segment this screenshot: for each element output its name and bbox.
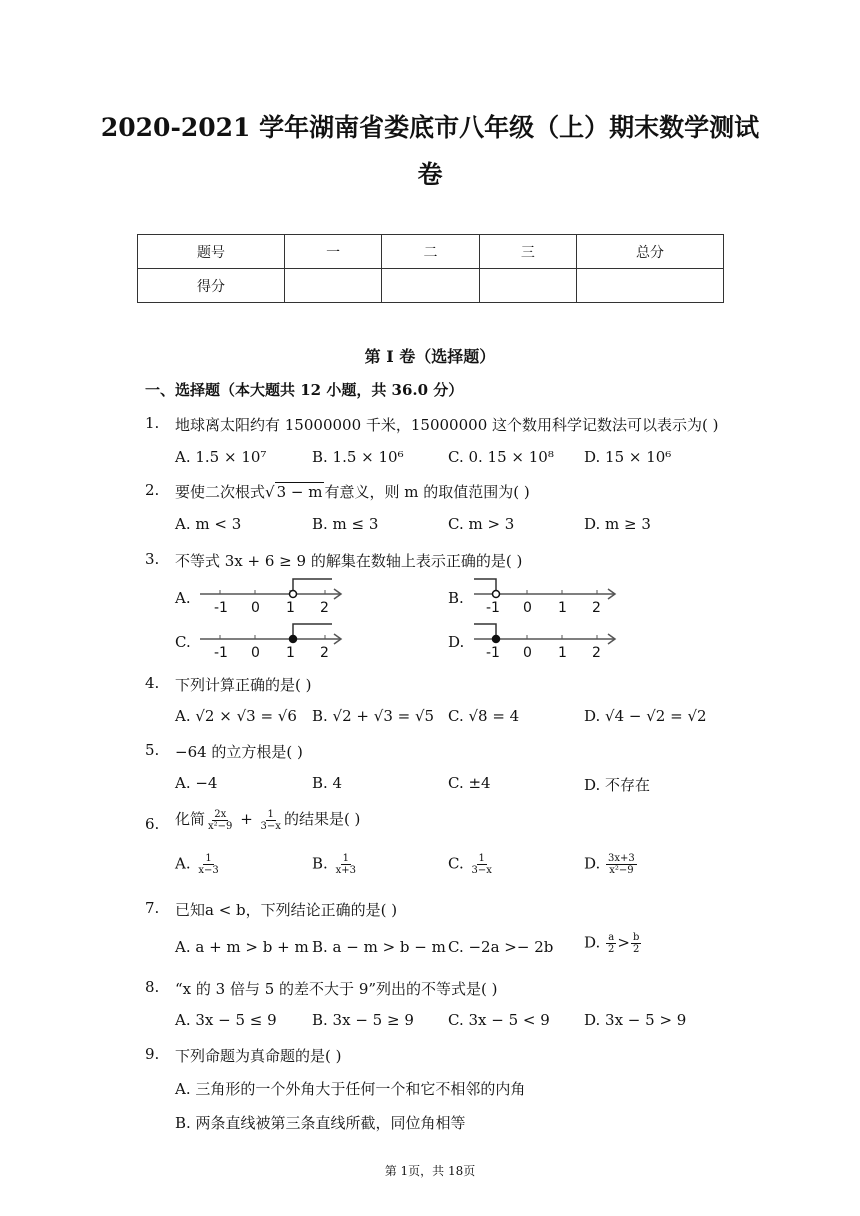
option-b[interactable]: B. 两条直线被第三条直线所截，同位角相等 [175, 1114, 466, 1132]
open-circle-icon [493, 591, 500, 598]
option-d[interactable]: D. 不存在 [584, 776, 651, 794]
table-cell[interactable] [285, 269, 382, 303]
number-line-d [470, 621, 620, 661]
option-c[interactable]: C. −2a >− 2b [448, 938, 554, 956]
question-text-part: 化简 [175, 810, 206, 828]
fraction-numerator: 3x+3 [608, 853, 635, 864]
question-text: “x 的 3 倍与 5 的差不大于 9”列出的不等式是( ) [175, 980, 498, 998]
option-d[interactable]: D. √4 − √2 = √2 [584, 707, 707, 725]
option-c[interactable]: C. √8 = 4 [448, 707, 520, 725]
tick-label: 0 [251, 645, 260, 661]
question-number: 3. [145, 550, 160, 568]
table-cell: 一 [285, 235, 382, 269]
option-a[interactable]: A. 1.5 × 10⁷ [175, 448, 267, 466]
fraction-numerator: b [633, 932, 640, 943]
option-label: B. [312, 854, 328, 873]
number-line-c [196, 621, 346, 661]
fraction [196, 853, 220, 876]
table-cell: 二 [382, 235, 479, 269]
option-b[interactable]: B. 1.5 × 10⁶ [312, 448, 404, 466]
tick-label: 1 [558, 600, 567, 616]
tick-label: -1 [214, 600, 228, 616]
score-table [137, 234, 724, 303]
option-d[interactable] [584, 853, 638, 876]
tick-label: 1 [558, 645, 567, 661]
option-a[interactable]: A. m < 3 [175, 515, 242, 533]
fraction-numerator: 2x [214, 808, 227, 820]
question-number: 1. [145, 414, 160, 432]
radicand: 3 − m [276, 483, 323, 501]
fraction [606, 932, 616, 955]
fraction-denominator: x−3 [198, 865, 219, 876]
filled-circle-icon [493, 636, 500, 643]
table-cell: 总分 [577, 235, 724, 269]
fraction [631, 932, 641, 955]
table-cell: 题号 [138, 235, 285, 269]
fraction-denominator: 3−x [260, 820, 281, 832]
option-d[interactable]: D. 3x − 5 > 9 [584, 1011, 687, 1029]
option-b[interactable]: B. 4 [312, 774, 343, 792]
option-b[interactable]: B. √2 + √3 = √5 [312, 707, 435, 725]
question-number: 5. [145, 741, 160, 759]
fraction-denominator: 3−x [471, 865, 492, 876]
greater-than-sign: > [617, 933, 630, 952]
fraction-numerator: 1 [342, 853, 349, 864]
question-number: 2. [145, 481, 160, 499]
fraction-numerator: 1 [205, 853, 212, 864]
option-d[interactable]: D. m ≥ 3 [584, 515, 651, 533]
score-table-score-row [138, 269, 724, 303]
option-c[interactable]: C. m > 3 [448, 515, 515, 533]
question-number: 6. [145, 815, 160, 833]
option-a[interactable]: A. 三角形的一个外角大于任何一个和它不相邻的内角 [175, 1080, 526, 1098]
option-label: D. [584, 854, 601, 873]
table-cell[interactable] [382, 269, 479, 303]
option-b[interactable]: B. 3x − 5 ≥ 9 [312, 1011, 414, 1029]
tick-label: 0 [523, 645, 532, 661]
option-a[interactable]: A. a + m > b + m [175, 938, 309, 956]
question-text-part: 有意义，则 m 的取值范围为( ) [324, 483, 530, 501]
tick-label: -1 [486, 600, 500, 616]
tick-label: 2 [592, 645, 601, 661]
tick-label: 2 [320, 645, 329, 661]
option-b[interactable]: B. a − m > b − m [312, 938, 446, 956]
tick-label: 2 [320, 600, 329, 616]
option-a[interactable]: A. √2 × √3 = √6 [175, 707, 297, 725]
tick-label: -1 [214, 645, 228, 661]
open-circle-icon [290, 591, 297, 598]
fraction [334, 853, 358, 876]
question-text: 不等式 3x + 6 ≥ 9 的解集在数轴上表示正确的是( ) [175, 552, 523, 570]
tick-label: 2 [592, 600, 601, 616]
score-table-header-row [138, 235, 724, 269]
fraction-denominator: x²−9 [609, 865, 634, 876]
option-c[interactable]: C. 3x − 5 < 9 [448, 1011, 550, 1029]
option-a[interactable]: A. −4 [175, 774, 218, 792]
question-number: 9. [145, 1045, 160, 1063]
tick-label: -1 [486, 645, 500, 661]
plus-sign: + [240, 810, 253, 828]
question-text-part: 的结果是( ) [283, 810, 361, 828]
question-text: 要使二次根式√ 3 − m 有意义，则 m 的取值范围为( ) [175, 483, 530, 501]
fraction-denominator: x²−9 [208, 820, 233, 832]
option-a[interactable] [175, 853, 222, 876]
page-title-line-1: 2020-2021 学年湖南省娄底市八年级（上）期末数学测试 [100, 113, 760, 142]
question-text [175, 808, 360, 832]
tick-label: 0 [523, 600, 532, 616]
fraction [470, 853, 494, 876]
tick-label: 1 [286, 645, 295, 661]
question-number: 7. [145, 899, 160, 917]
number-line-a [196, 576, 346, 616]
option-d[interactable] [584, 932, 642, 955]
option-d[interactable]: D. [448, 633, 465, 651]
tick-label: 0 [251, 600, 260, 616]
page-footer: 第 1页，共 18页 [384, 1164, 476, 1178]
fraction-denominator: 2 [608, 944, 615, 955]
question-text: 地球离太阳约有 15000000 千米，15000000 这个数用科学记数法可以表示为( ) [175, 416, 719, 434]
fraction-numerator: 1 [478, 853, 485, 864]
option-c[interactable]: C. [175, 633, 191, 651]
question-number: 8. [145, 978, 160, 996]
question-text: 下列命题为真命题的是( ) [175, 1047, 342, 1065]
question-text: −64 的立方根是( ) [175, 743, 303, 761]
option-label: A. [175, 854, 191, 873]
filled-circle-icon [290, 636, 297, 643]
option-b[interactable] [312, 853, 359, 876]
page-title-line-2: 卷 [417, 160, 443, 189]
option-label: C. [448, 854, 464, 873]
number-line-b [470, 576, 620, 616]
option-c[interactable] [448, 853, 495, 876]
fraction [259, 809, 283, 832]
question-number: 4. [145, 674, 160, 692]
option-b[interactable]: B. m ≤ 3 [312, 515, 379, 533]
option-a[interactable]: A. 3x − 5 ≤ 9 [175, 1011, 277, 1029]
table-cell: 得分 [138, 269, 285, 303]
fraction [206, 809, 234, 832]
fraction-numerator: 1 [267, 808, 274, 820]
fraction-denominator: 2 [633, 944, 640, 955]
fraction [606, 853, 637, 876]
table-cell[interactable] [479, 269, 576, 303]
option-c[interactable]: C. 0. 15 × 10⁸ [448, 448, 554, 466]
tick-label: 1 [286, 600, 295, 616]
question-text: 下列计算正确的是( ) [175, 676, 312, 694]
option-label: D. [584, 933, 601, 952]
section-title: 一、选择题（本大题共 12 小题，共 36.0 分） [145, 381, 464, 399]
option-a[interactable]: A. [175, 589, 191, 607]
table-cell[interactable] [577, 269, 724, 303]
option-d[interactable]: D. 15 × 10⁶ [584, 448, 672, 466]
question-text-part: 要使二次根式 [175, 483, 266, 501]
option-b[interactable]: B. [448, 589, 464, 607]
fraction-numerator: a [608, 932, 615, 943]
question-text: 已知a < b，下列结论正确的是( ) [175, 901, 398, 919]
part-title: 第 I 卷（选择题） [364, 347, 496, 366]
table-cell: 三 [479, 235, 576, 269]
fraction-denominator: x+3 [335, 865, 356, 876]
option-c[interactable]: C. ±4 [448, 774, 491, 792]
